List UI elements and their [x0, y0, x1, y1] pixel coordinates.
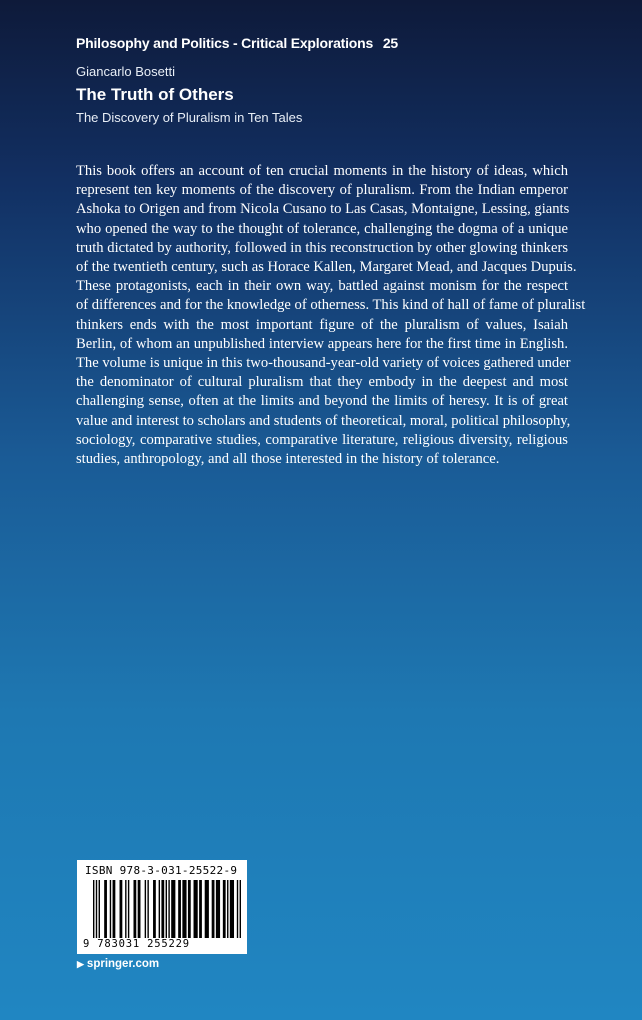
- barcode-bar: [120, 880, 123, 938]
- barcode-bar: [178, 880, 181, 938]
- publisher-website-text: springer.com: [86, 958, 160, 970]
- publisher-website[interactable]: [77, 958, 159, 970]
- barcode-bar: [99, 880, 100, 938]
- barcode-bar: [227, 880, 228, 938]
- description-line: who opened the way to the thought of tolerance, challenging the dogma of a unique: [76, 220, 568, 237]
- description-line: truth dictated by authority, followed in this reconstruction by other glowing thinkers: [76, 239, 568, 256]
- barcode-bar: [237, 880, 238, 938]
- barcode-bar: [205, 880, 209, 938]
- barcode-bar: [199, 880, 202, 938]
- series-heading: [76, 35, 398, 51]
- barcode-bar: [230, 880, 234, 938]
- barcode-bar: [147, 880, 148, 938]
- barcode-bar: [168, 880, 169, 938]
- barcode-bar: [159, 880, 160, 938]
- barcode-bar: [104, 880, 107, 938]
- isbn-barcode: [77, 860, 247, 954]
- barcode-bar: [171, 880, 175, 938]
- description-line: This book offers an account of ten crucial moments in the history of ideas, which: [76, 163, 568, 179]
- barcode-bar: [153, 880, 156, 938]
- description-line: Ashoka to Origen and from Nicola Cusano to Las Casas, Montaigne, Lessing, giants: [76, 201, 570, 218]
- description-line: Berlin, of whom an unpublished interview appears here for the first time in English.: [76, 335, 568, 352]
- description-line: the denominator of cultural pluralism that they embody in the deepest and most: [76, 374, 568, 391]
- barcode-bar: [212, 880, 215, 938]
- barcode-bar: [128, 880, 129, 938]
- description-line: of the twentieth century, such as Horace Kallen, Margaret Mead, and Jacques Dupuis.: [76, 259, 577, 276]
- author-name: Giancarlo Bosetti: [76, 64, 175, 79]
- ean-digits: 9 783031 255229: [83, 938, 190, 950]
- barcode-bar: [145, 880, 146, 938]
- barcode-bar: [161, 880, 164, 938]
- description-line: thinkers ends with the most important figure of the pluralism of values, Isaiah: [76, 316, 568, 333]
- barcode-bar: [93, 880, 94, 938]
- book-description: [76, 162, 586, 469]
- series-name: Philosophy and Politics - Critical Explorations: [76, 35, 374, 51]
- description-line: value and interest to scholars and students of theoretical, moral, political philosophy,: [76, 412, 571, 429]
- barcode-bar: [216, 880, 220, 938]
- barcode-bar: [188, 880, 191, 938]
- description-line: The volume is unique in this two-thousand-year-old variety of voices gathered under: [76, 355, 571, 372]
- barcode-bar: [194, 880, 198, 938]
- book-subtitle: The Discovery of Pluralism in Ten Tales: [76, 110, 303, 125]
- description-line: represent ten key moments of the discovery of pluralism. From the Indian emperor: [76, 182, 568, 199]
- description-line: challenging sense, often at the limits and beyond the limits of heresy. It is of great: [76, 393, 568, 410]
- book-title: The Truth of Others: [76, 85, 234, 104]
- barcode-bar: [223, 880, 226, 938]
- barcode-bar: [113, 880, 116, 938]
- barcode-bar: [138, 880, 141, 938]
- description-line: These protagonists, each in their own way, battled against monism for the respect: [76, 278, 568, 295]
- description-line: sociology, comparative studies, comparative literature, religious diversity, religious: [76, 431, 568, 448]
- barcode-bar: [110, 880, 111, 938]
- barcode-bar: [96, 880, 97, 938]
- barcode-bar: [182, 880, 186, 938]
- barcode-bar: [133, 880, 136, 938]
- description-line: studies, anthropology, and all those interested in the history of tolerance.: [76, 451, 500, 468]
- barcode-bar: [166, 880, 167, 938]
- description-line: of differences and for the knowledge of otherness. This kind of hall of fame of pluralist: [76, 297, 586, 314]
- series-number: 25: [382, 35, 398, 51]
- triangle-right-icon: ▶: [77, 959, 84, 969]
- isbn-label: ISBN 978-3-031-25522-9: [85, 864, 238, 877]
- barcode-bar: [125, 880, 126, 938]
- barcode-bar: [240, 880, 241, 938]
- barcode-bars: [93, 880, 241, 938]
